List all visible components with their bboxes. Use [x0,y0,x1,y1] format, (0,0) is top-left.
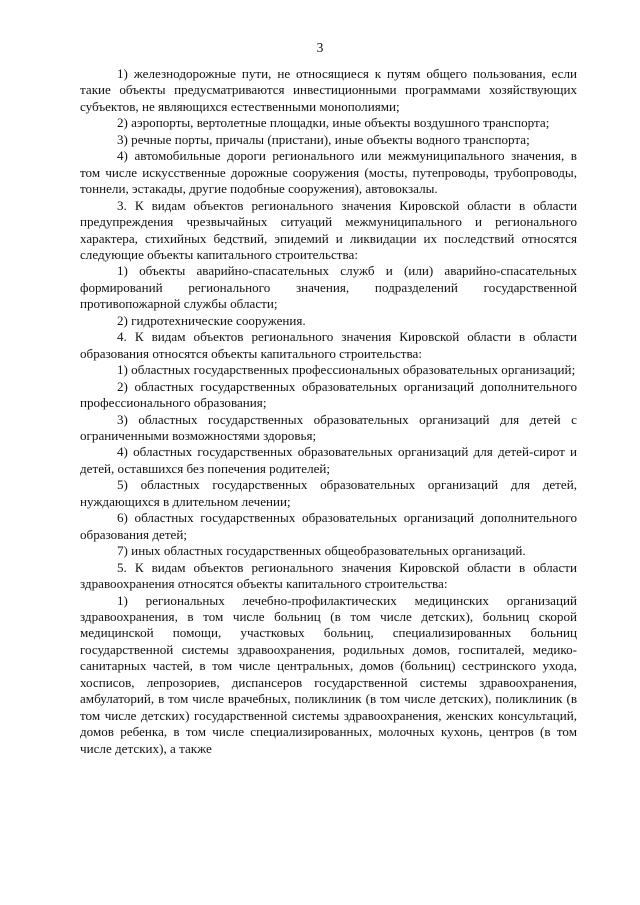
paragraph: 4. К видам объектов регионального значения Кировской области в области образования относятся объекты капитального строительства: [80,329,577,361]
paragraph: 2) гидротехнические сооружения. [117,312,306,328]
body-text [80,66,577,757]
paragraph: 1) железнодорожные пути, не относящиеся к путям общего пользования, если такие объекты предусматриваются инвестиционными программами хозяйствующих субъектов, не являющихся естественными монополиями; [80,66,577,114]
paragraph: 5) областных государственных образовательных организаций для детей, нуждающихся в длительном лечении; [80,477,577,509]
paragraph: 4) областных государственных образовательных организаций для детей-сирот и детей, оставшихся без попечения родителей; [80,444,577,476]
paragraph: 3) областных государственных образовательных организаций для детей с ограниченными возможностями здоровья; [80,411,577,443]
paragraph: 2) аэропорты, вертолетные площадки, иные объекты воздушного транспорта; [117,115,550,131]
paragraph: 5. К видам объектов регионального значения Кировской области в области здравоохранения относятся объекты капитального строительства: [80,559,577,592]
paragraph: 1) объекты аварийно-спасательных служб и (или) аварийно-спасательных формирований регионального значения, подразделений государственной противопожарной службы области; [80,263,577,312]
paragraph: 6) областных государственных образовательных организаций дополнительного образования детей; [80,510,577,542]
paragraph: 7) иных областных государственных общеобразовательных организаций. [117,543,526,559]
paragraph: 1) региональных лечебно-профилактических медицинских организаций здравоохранения, в том числе больниц (в том числе детских), больниц скорой медицинской помощи, участковых больниц, специализированных больниц государственной системы здравоохранения, родильных домов, госпиталей, медико-санитарных частей, в том числе центральных, домов (больниц) сестринского ухода, хосписов, лепрозориев, диспансеров государственной системы здравоохранения, амбулаторий, в том числе врачебных, поликлиник (в том числе детских), поликлиник (в том числе детских) государственной системы здравоохранения, женских консультаций, домов ребенка, в том числе специализированных, молочных кухонь, центров (в том числе детских), а также [80,592,577,756]
paragraph: 4) автомобильные дороги регионального или межмуниципального значения, в том числе искусственные дорожные сооружения (мосты, путепроводы, трубопроводы, тоннели, эстакады, другие подобные сооружения), автовокзалы. [80,148,577,197]
paragraph: 3. К видам объектов регионального значения Кировской области в области предупреждения чрезвычайных ситуаций межмуниципального и регионального характера, стихийных бедствий, эпидемий и ликвидации их последствий относятся следующие объекты капитального строительства: [80,197,577,262]
paragraph: 3) речные порты, причалы (пристани), иные объекты водного транспорта; [117,131,530,147]
paragraph: 1) областных государственных профессиональных образовательных организаций; [117,362,576,378]
page-number: 3 [316,40,324,55]
paragraph: 2) областных государственных образовательных организаций дополнительного профессионального образования; [80,378,577,411]
